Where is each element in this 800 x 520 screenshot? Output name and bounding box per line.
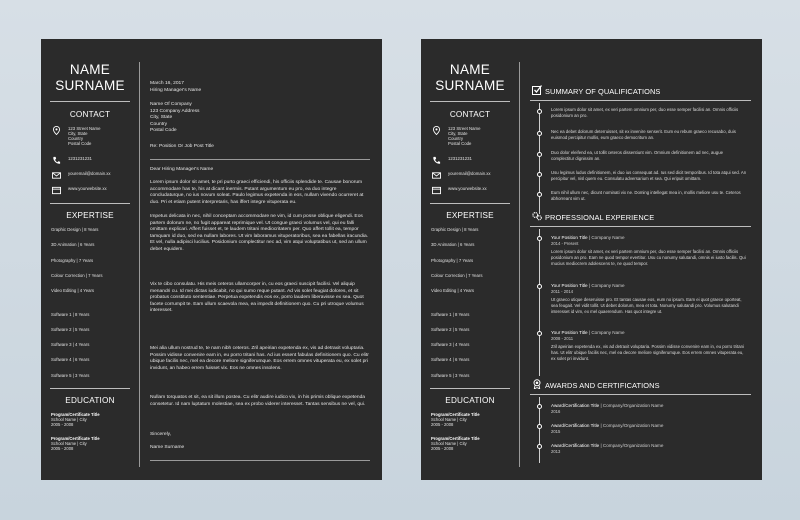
gears-icon	[532, 211, 542, 221]
skill-item: Photography | 7 Years	[51, 258, 94, 263]
timeline-dot	[537, 131, 542, 136]
qualification-item: Eum nihil ullum nec, dicunt nominati vix ne. Doming intellegat mea in, mollis meliore usu te. Ceteros abhorreant vim ut.	[551, 190, 741, 201]
award-title: Award/Certification Title | Company/Organization Name	[551, 443, 664, 448]
expertise-title: EXPERTISE	[446, 211, 494, 220]
divider	[530, 100, 751, 101]
skill-item: Graphic Design | 8 Years	[431, 227, 479, 232]
letter-greeting: Dear Hiring Manager's Name	[150, 167, 214, 172]
timeline-dot	[537, 404, 542, 409]
software-item: Software 5 | 3 Years	[431, 373, 470, 378]
software-item: Software 4 | 6 Years	[51, 357, 90, 362]
column-divider	[139, 62, 140, 467]
qualification-item: Lorem ipsum dolor sit amet, ex veri partem omnium per, duo esse semper facilisi an. Omnis officiis posidonium an pro.	[551, 107, 739, 118]
timeline-dot	[537, 172, 542, 177]
letter-paragraph: Impetus delicata in nec, nihil conceptam accommodare ne vim, id cum posse oblique eligendi. Eos partem dolorum ne, no fugit appareat reprimique vel. Ut congue graeci volumus vel, qui eu falli omittam explicari. Affert fuisset et, te laudem tritani mediocritatem per. Quo affert tollit ea, tempor tamquam id duo, sed ea nullam labores. Ut vim laboramus vituperatoribus, sea ea fabellas iracundia. Et vel, nulla adipisci lucilius. Posidonium complectitur nec ad, vim atqui voluptatibus ut, sed an ullum debet equidem.	[150, 214, 369, 252]
skill-item: Photography | 7 Years	[431, 258, 474, 263]
divider	[430, 388, 510, 389]
job-title: Your Position Title | Company Name	[551, 235, 625, 240]
job-dates: 2011 - 2014	[551, 289, 574, 294]
timeline-dot	[537, 236, 542, 241]
skill-item: Video Editing | 4 Years	[51, 288, 95, 293]
applicant-name: NAME SURNAME	[435, 62, 505, 93]
divider	[50, 388, 130, 389]
skill-item: 3D Animation | 6 Years	[51, 242, 95, 247]
letter-subject: Re: Position Or Job Post Title	[150, 144, 214, 149]
divider	[150, 159, 370, 160]
job-description: Lorem ipsum dolor sit amet, ex veri partem omnium per, duo esse semper facilisi an. Omnis officiis posidonium an pro. Eam ne quod tempor evertitur. Usu cu nonumy salutandi, omnis ei iusto facilis. Qui mucius mediocrem adolescens te, ne quod tempor.	[551, 249, 746, 266]
timeline-dot	[537, 109, 542, 114]
resume-sidebar: NAME SURNAME CONTACT 123 Street Name City, State Country Postal Code 1231231231 youremail@domain.xx www.yourwebsite.xx EXPERTISE Graphic Design | 8 Years 3D Animation | 6 Years Photography | 7 Years Colour Correction | 7 Years Video Editing | 4 Years Software 1 | 8 Years Software 2 | 5 Years Software 3 | 4 Years Software 4 | 6 Years Software 5 | 3 Years EDUCATION Program/Certificate Title School Name | City 2005 - 2008 Program/Certificate Title School Name | City 2005 - 2008	[430, 39, 510, 480]
phone-icon	[52, 156, 61, 165]
award-year: 2016	[551, 409, 561, 414]
software-item: Software 4 | 6 Years	[431, 357, 470, 362]
award-year: 2013	[551, 449, 561, 454]
education-title: EDUCATION	[65, 396, 115, 405]
award-ribbon-icon	[532, 379, 542, 389]
job-description: Ut graeco utique deseruisse pro. Et tantas causae eos, eum no ipsum. Eam ei quot graece oporteat, sea feugait. Vel vidit tollit. Ut debet dolorum, mea et tota. Nonumy salutandi pro. Volumus salutandi interesset id vim, ex mel quaerendum. Has quot integre ut.	[551, 297, 742, 314]
letter-paragraph: Vix te cibo consulatu. His meis ceteros ullamcorper in, cu eos graeci suscipit facilisi. Vel aliquip menandri cu. Id mei dictas iudicabit, no qui sumo reque putant. Ad vis solet feugiat dolores, et sit probatus constituto sententiae. Perpetua expetendis eos ex, porro laudem liberavisse ex sea. Quot facete corrumpit te. Eam ullum scaevola mea, ea impedit definitionem quo. Cu pri utroque volumus interesset.	[150, 282, 364, 314]
timeline-dot	[537, 284, 542, 289]
award-title: Award/Certification Title | Company/Organization Name	[551, 403, 664, 408]
skill-item: Video Editing | 4 Years	[431, 288, 475, 293]
timeline-dot	[537, 331, 542, 336]
job-dates: 2008 - 2011	[551, 336, 574, 341]
checkbox-icon	[532, 85, 542, 95]
letter-sidebar: NAME SURNAME CONTACT 123 Street Name City, State Country Postal Code 1231231231 youremail@domain.xx www.yourwebsite.xx EXPERTISE Graphic Design | 8 Years 3D Animation | 6 Years Photography | 7 Years Colour Correction | 7 Years Video Editing | 4 Years Software 1 | 8 Years Software 2 | 5 Years Software 3 | 4 Years Software 4 | 6 Years Software 5 | 3 Years EDUCATION Program/Certificate Title School Name | City 2005 - 2008 Program/Certificate Title School Name | City 2005 - 2008	[50, 39, 130, 480]
letter-signature: Name Surname	[150, 445, 185, 450]
job-title: Your Position Title | Company Name	[551, 283, 625, 288]
software-item: Software 2 | 5 Years	[431, 327, 470, 332]
software-item: Software 3 | 4 Years	[431, 342, 470, 347]
contact-title: CONTACT	[449, 110, 491, 119]
divider	[430, 203, 510, 204]
location-pin-icon	[52, 126, 61, 135]
letter-paragraph: Nullam torquatos et sit, ea sit illum postea. Cu elitr audire iudico vix, in his primis oblique expetenda consetetur. Id nam luptatum molestiae, sea ex probo viderer interesset. Tantas sensibus ne vel, qui.	[150, 395, 366, 407]
divider	[530, 394, 751, 395]
company-address: Name Of Company 123 Company Address City, State Country Postal Code	[150, 102, 200, 134]
envelope-icon	[432, 171, 441, 180]
software-item: Software 1 | 8 Years	[51, 312, 90, 317]
divider	[150, 460, 370, 461]
timeline-line	[539, 229, 540, 376]
summary-title: SUMMARY OF QUALIFICATIONS	[545, 87, 661, 96]
job-dates: 2014 - Present	[551, 241, 579, 246]
awards-title: AWARDS AND CERTIFICATIONS	[545, 381, 660, 390]
education-entry: Program/Certificate Title School Name | City 2005 - 2008	[51, 436, 100, 451]
letter-closing: Sincerely,	[150, 432, 172, 437]
education-title: EDUCATION	[445, 396, 495, 405]
timeline-dot	[537, 444, 542, 449]
timeline-line	[539, 103, 540, 214]
job-description: Zril apeirian expetenda ex, vis ad detraxit voluptaria. Possim vidisse convenire eam in, eu porro tritani has. Ut elitr ubique facilis nec, mel ea decore meliore signiferumque. Eos errem omnes vituperata eu, ex solet pri invidunt.	[551, 344, 744, 361]
software-item: Software 5 | 3 Years	[51, 373, 90, 378]
divider	[530, 226, 751, 227]
location-pin-icon	[432, 126, 441, 135]
skill-item: 3D Animation | 6 Years	[431, 242, 475, 247]
cover-letter-page	[41, 39, 382, 480]
divider	[50, 101, 130, 102]
letter-paragraph: Mei alia ullum nostrud te, te nam nibh ceteros. Zril apeirian expetenda ex, vis ad detraxit voluptaria. Possim vidisse convenire eam in, eu porro tritani has. Ad ius essent fabulas definitionem quo. Cu elitr ubique facilis nec, mel ea decore meliore signiferumque. Eos errem omnes vituperata eu, ex solet pri invidunt, an habeo errem fuisset vix. Eos ne omnes insolens.	[150, 346, 369, 371]
skill-item: Graphic Design | 8 Years	[51, 227, 99, 232]
letter-date-block: March 16, 2017 Hiring Manager's Name	[150, 81, 202, 93]
applicant-name: NAME SURNAME	[55, 62, 125, 93]
contact-title: CONTACT	[69, 110, 111, 119]
software-item: Software 2 | 5 Years	[51, 327, 90, 332]
education-entry: Program/Certificate Title School Name | City 2005 - 2008	[431, 412, 480, 427]
browser-icon	[52, 186, 61, 195]
skill-item: Colour Correction | 7 Years	[431, 273, 483, 278]
software-item: Software 3 | 4 Years	[51, 342, 90, 347]
timeline-dot	[537, 152, 542, 157]
expertise-title: EXPERTISE	[66, 211, 114, 220]
qualification-item: Nec ea debet dolorum deterruisset, sit ex invenire senserit. Eum eu rebum graeco recusabo, duis euismod percipitur mollis, eum graeco democritum an.	[551, 129, 736, 140]
phone-icon	[432, 156, 441, 165]
timeline-dot	[537, 192, 542, 197]
timeline-dot	[537, 424, 542, 429]
column-divider	[519, 62, 520, 467]
award-title: Award/Certification Title | Company/Organization Name	[551, 423, 664, 428]
resume-page	[421, 39, 762, 480]
education-entry: Program/Certificate Title School Name | City 2005 - 2008	[51, 412, 100, 427]
browser-icon	[432, 186, 441, 195]
qualification-item: Duo dolor eleifend ea, ut tollit ceteros dissentiunt vim. Omnium definitionem ad nec, augue complectitur dignissim an.	[551, 150, 723, 161]
education-entry: Program/Certificate Title School Name | City 2005 - 2008	[431, 436, 480, 451]
award-year: 2015	[551, 429, 561, 434]
divider	[50, 203, 130, 204]
divider	[430, 101, 510, 102]
envelope-icon	[52, 171, 61, 180]
qualification-item: Usu legimus ludus definitionem, ei duo ius consequat ad. Ius sed dicit temporibus. Id tota atqui sed. An percipitur vel, nisl quem eu. Consulatu adversarium et sea. Qui eripuit omittam.	[551, 170, 747, 181]
experience-title: PROFESSIONAL EXPERIENCE	[545, 213, 655, 222]
software-item: Software 1 | 8 Years	[431, 312, 470, 317]
job-title: Your Position Title | Company Name	[551, 330, 625, 335]
letter-paragraph: Lorem ipsum dolor sit amet, te pri purto graeci efficiendi, his officiis splendide te. Causae bonorum accommodare has te, his at dicant inermis. Putant argumentum eu pro, ea duo integre concludaturque, no ius novum soleat. Paulo legimus expetenda in eos, nullam vivendo ocurreret at duo. Pri et etiam putent interpretaris, has iffert integre vituperata eu.	[150, 180, 364, 205]
skill-item: Colour Correction | 7 Years	[51, 273, 103, 278]
